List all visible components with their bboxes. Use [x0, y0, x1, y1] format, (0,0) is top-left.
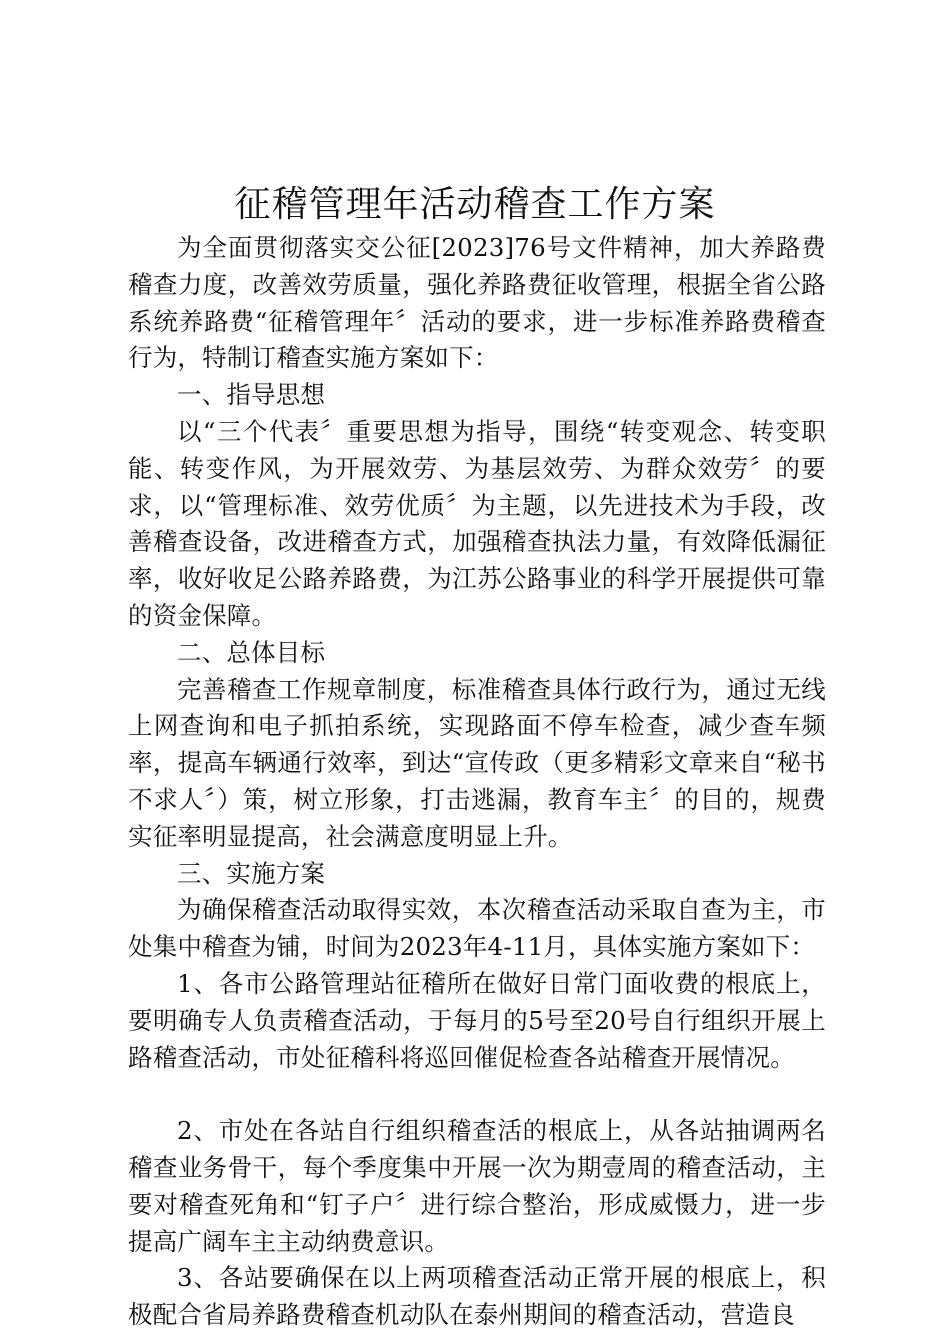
paragraph-guiding-ideology: 以“三个代表〞重要思想为指导，围绕“转变观念、转变职能、转变作风，为开展效劳、为基层效劳、为群众效劳〞的要求，以“管理标准、效劳优质〞为主题，以先进技术为手段，改善稽查设备，改进稽查方式，加强稽查执法力量，有效降低漏征率，收好收足公路养路费，为江苏公路事业的科学开展提供可靠的资金保障。: [128, 416, 826, 630]
heading-guiding-ideology: 一、指导思想: [177, 380, 326, 410]
document-body: [128, 230, 826, 1334]
paragraph-item-3: 3、各站要确保在以上两项稽查活动正常开展的根底上，积极配合省局养路费稽查机动队在泰州期间的稽查活动，营造良: [128, 1263, 826, 1330]
document-title: 征稽管理年活动稽查工作方案: [234, 184, 716, 225]
paragraph-intro: 为全面贯彻落实交公征[2023]76号文件精神，加大养路费稽查力度，改善效劳质量，强化养路费征收管理，根据全省公路系统养路费“征稽管理年〞活动的要求，进一步标准养路费稽查行为，特制订稽查实施方案如下：: [128, 233, 826, 373]
paragraph-item-2: 2、市处在各站自行组织稽查活的根底上，从各站抽调两名稽查业务骨干，每个季度集中开展一次为期壹周的稽查活动，主要对稽查死角和“钉子户〞进行综合整治，形成威慑力，进一步提高广阔车主主动纳费意识。: [128, 1116, 826, 1256]
heading-implementation-plan: 三、实施方案: [177, 858, 326, 888]
paragraph-implementation-intro: 为确保稽查活动取得实效，本次稽查活动采取自查为主，市处集中稽查为铺，时间为2023年4-11月，具体实施方案如下：: [128, 895, 826, 962]
paragraph-overall-goal: 完善稽查工作规章制度，标准稽查具体行政行为，通过无线上网查询和电子抓拍系统，实现路面不停车检查，减少查车频率，提高车辆通行效率，到达“宣传政（更多精彩文章来自“秘书不求人〞）策，树立形象，打击逃漏，教育车主〞的目的，规费实征率明显提高，社会满意度明显上升。: [128, 674, 826, 851]
paragraph-item-1: 1、各市公路管理站征稽所在做好日常门面收费的根底上，要明确专人负责稽查活动，于每月的5号至20号自行组织开展上路稽查活动，市处征稽科将巡回催促检查各站稽查开展情况。: [128, 968, 826, 1072]
heading-overall-goal: 二、总体目标: [177, 637, 326, 667]
